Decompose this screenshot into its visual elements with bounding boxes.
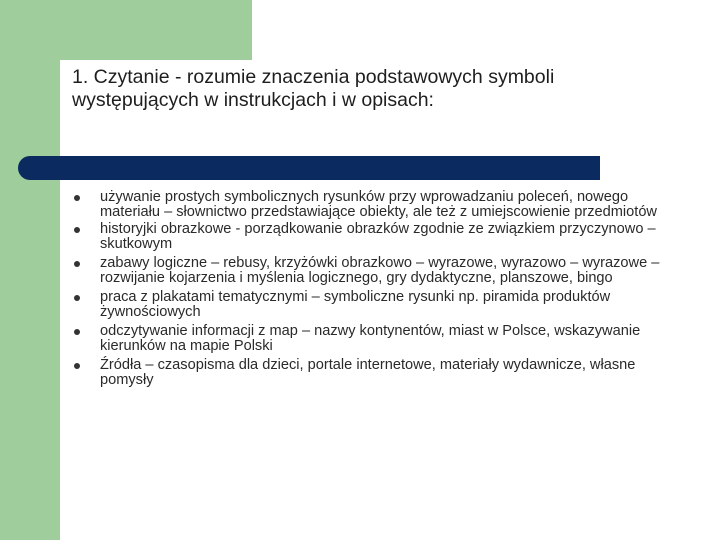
bullet-icon [74,363,80,369]
list-item [72,358,672,387]
title-divider-bar [18,156,600,180]
bullet-icon [74,195,80,201]
bullet-text: zabawy logiczne – rebusy, krzyżówki obrazkowo – wyrazowe, wyrazowo – wyrazowe – rozwijanie kojarzenia i myślenia logicznego, gry dydaktyczne, planszowe, bingo [100,255,660,286]
left-accent-bar [0,0,60,540]
bullet-text: używanie prostych symbolicznych rysunków przy wprowadzaniu poleceń, nowego materiału – słownictwo przedstawiające obiekty, ale też z umiejscowienie przedmiotów [100,189,657,220]
bullet-text: historyjki obrazkowe - porządkowanie obrazków zgodnie ze związkiem przyczynowo – skutkowym [100,221,656,252]
list-item [72,324,672,353]
bullet-text: Źródła – czasopisma dla dzieci, portale internetowe, materiały wydawnicze, własne pomysły [100,357,636,388]
bullet-icon [74,329,80,335]
list-item [72,290,672,319]
bullet-icon [74,295,80,301]
bullet-icon [74,261,80,267]
bullet-text: praca z plakatami tematycznymi – symboliczne rysunki np. piramida produktów żywnościowych [100,289,611,320]
list-item [72,222,672,251]
list-item [72,190,672,219]
bullet-icon [74,227,80,233]
list-item [72,256,672,285]
slide-title: 1. Czytanie - rozumie znaczenia podstawowych symboli występujących w instrukcjach i w opisach: [72,66,555,111]
bullet-list [72,190,672,387]
bullet-text: odczytywanie informacji z map – nazwy kontynentów, miast w Polsce, wskazywanie kierunków na mapie Polski [100,323,641,354]
top-accent-bar [0,0,252,60]
